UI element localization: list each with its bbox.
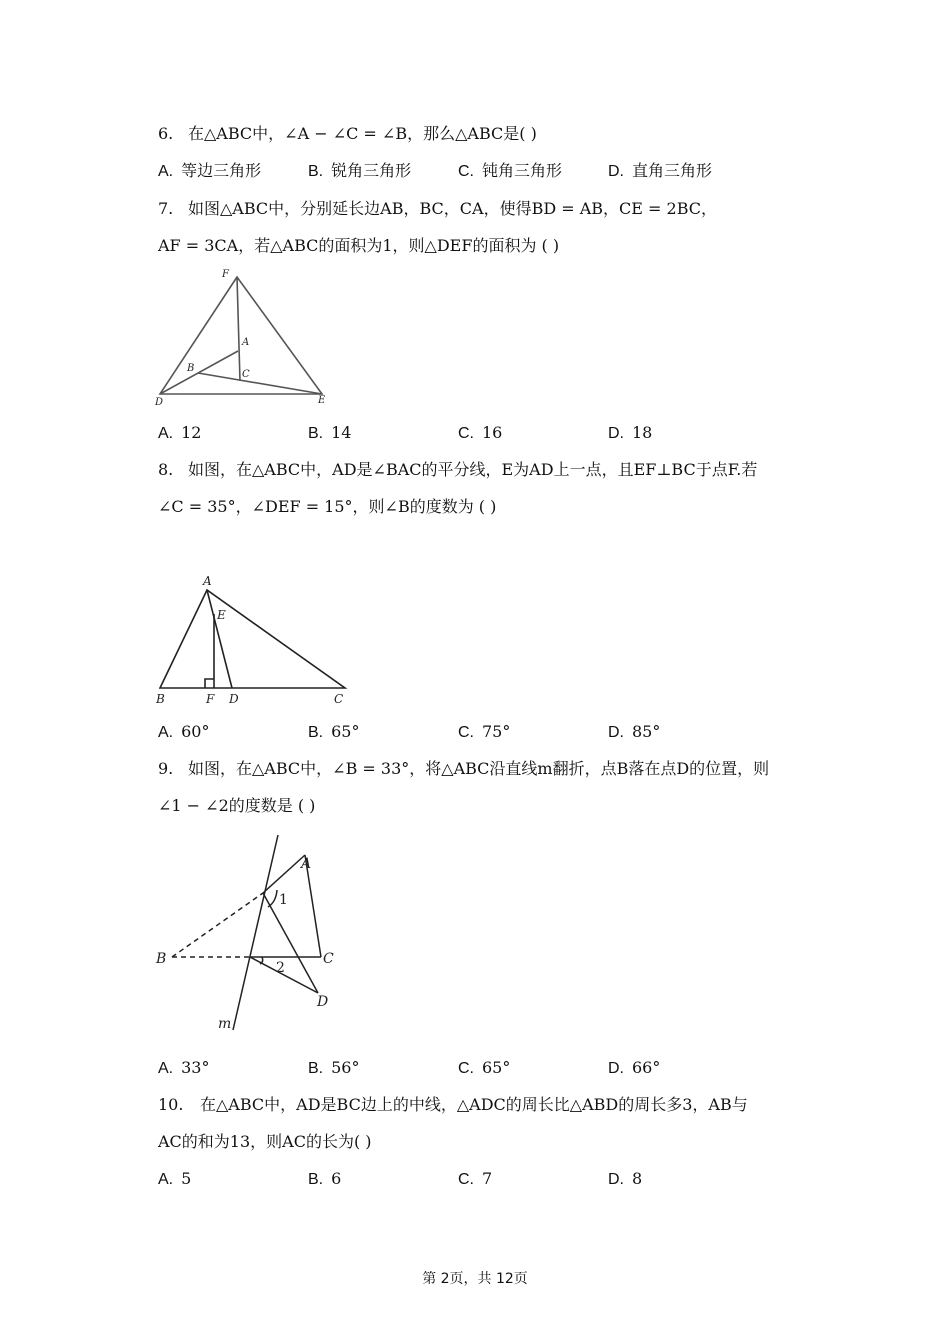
question-9-figure <box>150 830 360 1035</box>
option-label: C. <box>458 724 474 741</box>
option-label: D. <box>608 724 624 741</box>
option-text: 60° <box>181 722 210 741</box>
option-b[interactable] <box>308 1169 341 1190</box>
option-label: D. <box>608 163 624 180</box>
label-d: D <box>229 692 239 706</box>
question-text: 如图△ABC中，分别延长边AB，BC，CA，使得BD = AB，CE = 2BC， <box>188 199 718 218</box>
option-text: 钝角三角形 <box>482 161 563 180</box>
option-text: 7 <box>482 1169 493 1188</box>
option-text: 5 <box>181 1169 192 1188</box>
question-7-options <box>158 423 798 443</box>
option-text: 18 <box>632 423 653 442</box>
question-text: ∠1 − ∠2的度数是 ( ) <box>158 796 316 815</box>
label-b: B <box>156 951 167 967</box>
option-text: 直角三角形 <box>632 161 713 180</box>
option-label: A. <box>158 1060 174 1077</box>
option-text: 65° <box>482 1058 511 1077</box>
option-text: 85° <box>632 722 661 741</box>
option-label: B. <box>308 1171 324 1188</box>
question-text: ∠C = 35°，∠DEF = 15°，则∠B的度数为 ( ) <box>158 497 497 516</box>
question-8-stem-line-1 <box>158 460 757 480</box>
option-d[interactable] <box>608 161 712 182</box>
option-c[interactable] <box>458 423 502 444</box>
question-text: 在△ABC中，AD是BC边上的中线，△ADC的周长比△ABD的周长多3，AB与 <box>200 1095 748 1114</box>
segment-be <box>198 373 322 394</box>
question-number: 8. <box>158 460 174 479</box>
question-10-options <box>158 1169 798 1189</box>
option-d[interactable] <box>608 1169 642 1190</box>
option-label: B. <box>308 1060 324 1077</box>
label-c: C <box>242 369 250 380</box>
option-label: C. <box>458 1060 474 1077</box>
option-label: A. <box>158 425 174 442</box>
option-c[interactable] <box>458 1169 492 1190</box>
option-label: C. <box>458 1171 474 1188</box>
option-text: 33° <box>181 1058 210 1077</box>
option-a[interactable] <box>158 423 201 444</box>
triangle-def <box>160 277 322 394</box>
fold-figure <box>150 830 360 1035</box>
label-c: C <box>323 951 334 967</box>
label-c: C <box>334 692 344 706</box>
label-f: F <box>222 269 229 280</box>
question-9-options <box>158 1058 798 1078</box>
option-d[interactable] <box>608 1058 660 1079</box>
question-text: AC的和为13，则AC的长为( ) <box>158 1132 372 1151</box>
option-b[interactable] <box>308 161 411 182</box>
option-text: 16 <box>482 423 503 442</box>
question-7-figure <box>150 265 340 410</box>
option-c[interactable] <box>458 1058 510 1079</box>
question-number: 6. <box>158 124 174 143</box>
label-b: B <box>156 692 165 706</box>
option-a[interactable] <box>158 161 261 182</box>
option-d[interactable] <box>608 423 652 444</box>
option-text: 6 <box>331 1169 342 1188</box>
question-number: 9. <box>158 759 174 778</box>
label-e: E <box>318 395 326 406</box>
triangle-abc <box>160 590 345 688</box>
question-8-figure <box>150 570 360 710</box>
question-6-stem <box>158 124 537 144</box>
question-number: 7. <box>158 199 174 218</box>
option-a[interactable] <box>158 1058 209 1079</box>
option-label: A. <box>158 724 174 741</box>
question-10-stem-line-2 <box>158 1132 372 1152</box>
option-text: 65° <box>331 722 360 741</box>
option-label: C. <box>458 163 474 180</box>
angle-2-arc <box>260 957 263 964</box>
label-a: A <box>203 574 212 588</box>
question-text: 如图，在△ABC中，AD是∠BAC的平分线，E为AD上一点，且EF⊥BC于点F.若 <box>188 460 758 479</box>
option-label: C. <box>458 425 474 442</box>
question-10-stem-line-1 <box>158 1095 748 1115</box>
option-b[interactable] <box>308 1058 359 1079</box>
line-m <box>233 835 278 1030</box>
option-text: 66° <box>632 1058 661 1077</box>
option-text: 75° <box>482 722 511 741</box>
option-label: D. <box>608 425 624 442</box>
option-text: 12 <box>181 423 202 442</box>
segment-fc <box>237 277 240 381</box>
label-m: m <box>218 1016 232 1032</box>
option-text: 等边三角形 <box>181 161 262 180</box>
option-label: A. <box>158 163 174 180</box>
triangle-figure <box>150 265 340 410</box>
label-a: A <box>301 856 312 872</box>
option-a[interactable] <box>158 722 209 743</box>
option-text: 8 <box>632 1169 643 1188</box>
label-angle-1: 1 <box>279 892 288 908</box>
question-8-stem-line-2 <box>158 497 496 517</box>
label-b: B <box>187 363 195 374</box>
right-angle-mark <box>205 679 214 688</box>
triangle-figure <box>150 570 360 710</box>
option-label: B. <box>308 163 324 180</box>
question-text: AF = 3CA，若△ABC的面积为1，则△DEF的面积为 ( ) <box>158 236 560 255</box>
label-angle-2: 2 <box>276 960 285 976</box>
option-a[interactable] <box>158 1169 191 1190</box>
dashed-bp <box>172 893 263 957</box>
label-d: D <box>155 397 164 408</box>
option-d[interactable] <box>608 722 660 743</box>
option-b[interactable] <box>308 722 359 743</box>
page-footer: 第 2页，共 12页 <box>422 1271 528 1287</box>
label-f: F <box>206 692 215 706</box>
option-label: A. <box>158 1171 174 1188</box>
option-text: 14 <box>331 423 352 442</box>
label-a: A <box>242 337 250 348</box>
question-text: 在△ABC中，∠A − ∠C = ∠B，那么△ABC是( ) <box>188 124 537 143</box>
question-text: 如图，在△ABC中，∠B = 33°，将△ABC沿直线m翻折，点B落在点D的位置，则 <box>188 759 770 778</box>
question-7-stem-line-1 <box>158 199 717 219</box>
label-d: D <box>317 994 329 1010</box>
label-e: E <box>217 608 226 622</box>
question-7-stem-line-2 <box>158 236 559 256</box>
option-b[interactable] <box>308 423 351 444</box>
question-number: 10. <box>158 1095 184 1114</box>
option-label: B. <box>308 724 324 741</box>
question-9-stem-line-1 <box>158 759 769 779</box>
question-8-options <box>158 722 798 742</box>
question-6-options <box>158 161 798 181</box>
option-c[interactable] <box>458 161 562 182</box>
option-c[interactable] <box>458 722 510 743</box>
option-label: D. <box>608 1060 624 1077</box>
option-label: D. <box>608 1171 624 1188</box>
option-label: B. <box>308 425 324 442</box>
option-text: 56° <box>331 1058 360 1077</box>
option-text: 锐角三角形 <box>331 161 412 180</box>
question-9-stem-line-2 <box>158 796 315 816</box>
